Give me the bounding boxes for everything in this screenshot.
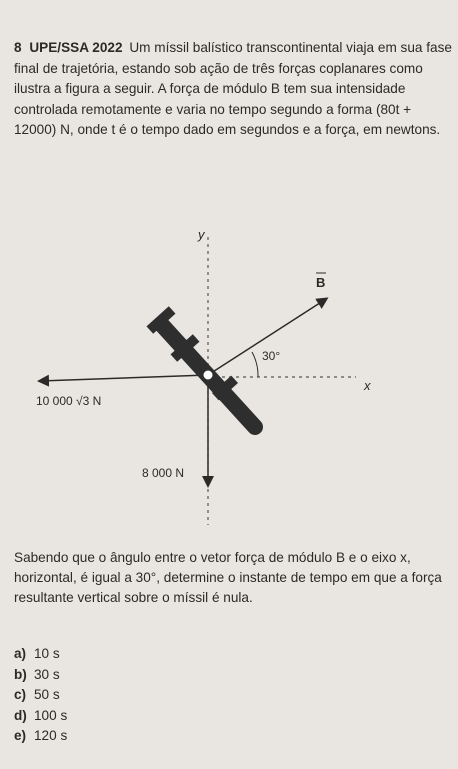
vector-b-label: B [316,275,326,290]
option-text: 10 s [34,646,60,661]
option-text: 120 s [34,728,68,743]
angle-arc [252,352,258,377]
vector-b [208,299,326,375]
answer-options [14,644,214,747]
option-text: 100 s [34,707,68,723]
missile-center-point [203,370,213,380]
question-text [14,38,454,141]
question-body: Um míssil balístico transcontinental viaja em sua fase final de trajetória, estando sob ação de três forças coplanares como ilustra a figura a seguir. A força de módulo B tem sua intensidade controlada remotamente e varia no tempo segundo a forma (80t + 12000) N, onde t é o tempo dado em segundos e a força, em newtons. [14,40,452,137]
option-text: 50 s [34,687,60,702]
option-b[interactable] [14,665,214,686]
question-prompt: Sabendo que o ângulo entre o vetor força de módulo B e o eixo x, horizontal, é igual a 30°, determine o instante de tempo em que a força resultante vertical sobre o míssil é nula. [14,550,442,605]
option-letter: c) [14,687,27,702]
force-diagram [0,215,458,525]
angle-label: 30° [262,349,281,363]
down-force-label: 8 000 N [142,466,185,480]
left-force-label: 10 000 √3 N [36,394,102,408]
option-e[interactable] [14,726,214,747]
question-number: 8 [14,40,22,55]
y-axis-label: y [198,227,205,242]
option-a[interactable] [14,644,214,665]
missile [147,306,255,427]
option-c[interactable] [14,685,214,706]
left-force-vector [40,375,208,381]
option-d[interactable] [14,706,214,727]
option-letter: a) [14,646,27,661]
question-source: UPE/SSA 2022 [29,40,123,55]
option-letter: b) [14,666,27,682]
x-axis-label: x [364,378,371,393]
option-text: 30 s [34,666,60,682]
option-letter: d) [14,707,27,723]
option-letter: e) [14,728,27,743]
